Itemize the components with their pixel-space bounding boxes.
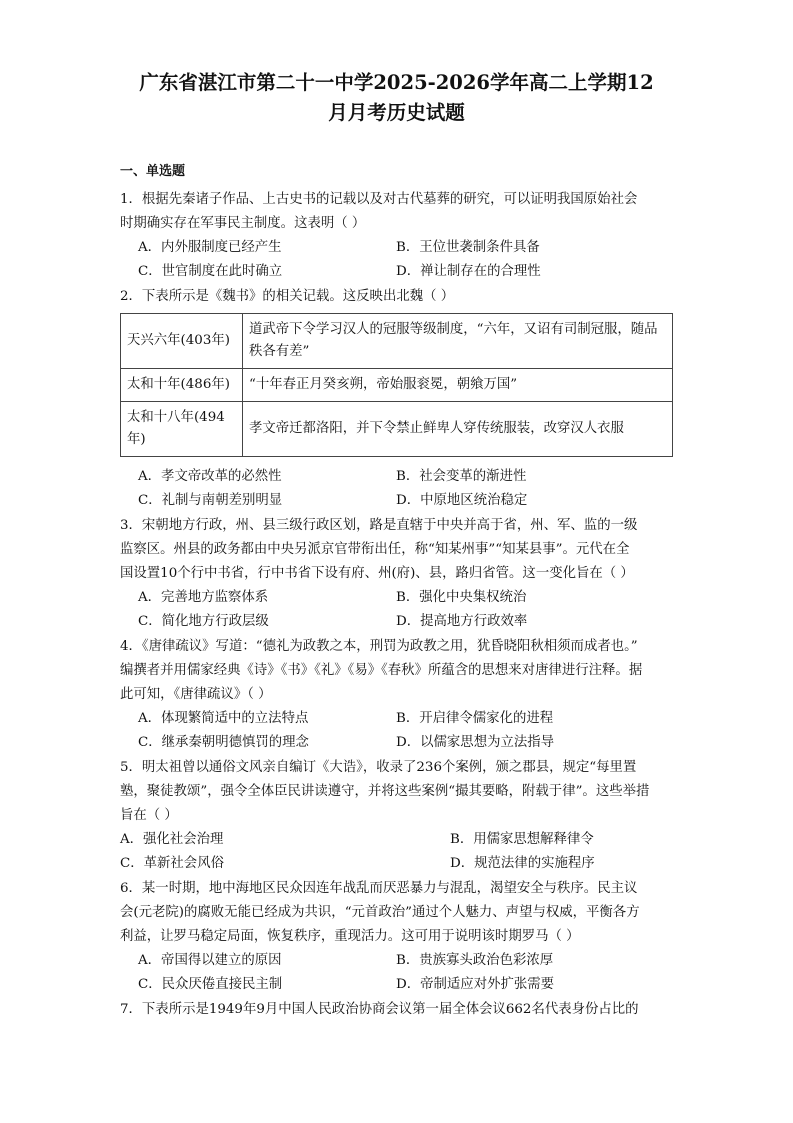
q3-stem-line: 国设置10个行中书省，行中书省下设有府、州(府)、县，路归省管。这一变化旨在（ ） — [120, 566, 634, 581]
q1-stem-line: 1．根据先秦诸子作品、上古史书的记载以及对古代墓葬的研究，可以证明我国原始社会 — [120, 192, 638, 207]
q4-option-c: C．继承秦朝明德慎罚的理念 — [138, 735, 309, 750]
q5-option-d: D．规范法律的实施程序 — [450, 856, 595, 871]
q2-option-c: C．礼制与南朝差别明显 — [138, 493, 283, 508]
q4-stem-line: 此可知，《唐律疏议》（ ） — [120, 687, 272, 702]
table-cell-record: 道武帝下令学习汉人的冠服等级制度，“六年，又诏有司制冠服，随品秩各有差” — [243, 314, 673, 369]
q7-stem-line: 7．下表所示是1949年9月中国人民政治协商会议第一届全体会议662名代表身份占比的 — [120, 1002, 639, 1017]
q5-stem-line: 塾，聚徒教颂”，强令全体臣民讲读遵守，并将这些案例“撮其要略，附载于律”。这些举措 — [120, 784, 650, 799]
q6-option-d: D．帝制适应对外扩张需要 — [396, 977, 555, 992]
q1-option-b: B．王位世袭制条件具备 — [396, 240, 540, 255]
q5-stem-line: 5．明太祖曾以通俗文风亲自编订《大诰》，收录了236个案例，颁之郡县，规定“每里置 — [120, 760, 637, 775]
q3-option-d: D．提高地方行政效率 — [396, 614, 528, 629]
q3-stem-line: 监察区。州县的政务都由中央另派京官带衔出任，称“知某州事”“知某县事”。元代在全 — [120, 542, 630, 557]
table-row — [121, 314, 673, 369]
q1-option-a: A．内外服制度已经产生 — [138, 240, 282, 255]
q6-option-a: A．帝国得以建立的原因 — [138, 953, 282, 968]
q6-stem-line: 利益，让罗马稳定局面，恢复秩序，重现活力。这可用于说明该时期罗马（ ） — [120, 929, 580, 944]
page-title-line1: 广东省湛江市第二十一中学2025-2026学年高二上学期12 — [139, 71, 654, 94]
table-cell-record: 孝文帝迁都洛阳，并下令禁止鲜卑人穿传统服装，改穿汉人衣服 — [243, 402, 673, 457]
q6-stem-line: 6．某一时期，地中海地区民众因连年战乱而厌恶暴力与混乱，渴望安全与秩序。民主议 — [120, 881, 638, 896]
q4-option-b: B．开启律令儒家化的进程 — [396, 711, 554, 726]
q3-option-c: C．简化地方行政层级 — [138, 614, 269, 629]
q2-option-d: D．中原地区统治稳定 — [396, 493, 528, 508]
table-row — [121, 402, 673, 457]
q5-option-b: B．用儒家思想解释律令 — [450, 832, 594, 847]
q6-option-b: B．贵族寡头政治色彩浓厚 — [396, 953, 554, 968]
section-heading: 一、单选题 — [120, 164, 186, 179]
q6-option-c: C．民众厌倦直接民主制 — [138, 977, 283, 992]
table-cell-period: 天兴六年(403年) — [121, 314, 243, 369]
table-cell-period: 太和十八年(494年) — [121, 402, 243, 457]
q1-stem-line: 时期确实存在军事民主制度。这表明（ ） — [120, 216, 366, 231]
q1-option-d: D．禅让制存在的合理性 — [396, 264, 541, 279]
page-title-line2: 月月考历史试题 — [328, 101, 465, 124]
q6-stem-line: 会(元老院)的腐败无能已经成为共识，“元首政治”通过个人魅力、声望与权威，平衡各方 — [120, 905, 640, 920]
q5-option-a: A．强化社会治理 — [120, 832, 224, 847]
q3-option-a: A．完善地方监察体系 — [138, 590, 269, 605]
q4-stem-line: 编撰者并用儒家经典《诗》《书》《礼》《易》《春秋》所蕴含的思想来对唐律进行注释。据 — [120, 663, 643, 678]
table-cell-period: 太和十年(486年) — [121, 369, 243, 402]
q2-stem-line: 2．下表所示是《魏书》的相关记载。这反映出北魏（ ） — [120, 289, 455, 304]
q5-stem-line: 旨在（ ） — [120, 808, 178, 823]
table-row — [121, 369, 673, 402]
q4-option-d: D．以儒家思想为立法指导 — [396, 735, 555, 750]
q3-stem-line: 3．宋朝地方行政，州、县三级行政区划，路是直辖于中央并高于省，州、军、监的一级 — [120, 518, 638, 533]
q2-option-b: B．社会变革的渐进性 — [396, 469, 527, 484]
q4-option-a: A．体现繁简适中的立法特点 — [138, 711, 309, 726]
q4-stem-line: 4．《唐律疏议》写道：“德礼为政教之本，刑罚为政教之用，犹昏晓阳秋相须而成者也。” — [120, 639, 638, 654]
q5-option-c: C．革新社会风俗 — [120, 856, 224, 871]
q1-option-c: C．世官制度在此时确立 — [138, 264, 283, 279]
table-cell-record: “十年春正月癸亥朔，帝始服衮冕，朝飨万国” — [243, 369, 673, 402]
weishu-table — [120, 313, 673, 457]
q2-option-a: A．孝文帝改革的必然性 — [138, 469, 282, 484]
q3-option-b: B．强化中央集权统治 — [396, 590, 527, 605]
